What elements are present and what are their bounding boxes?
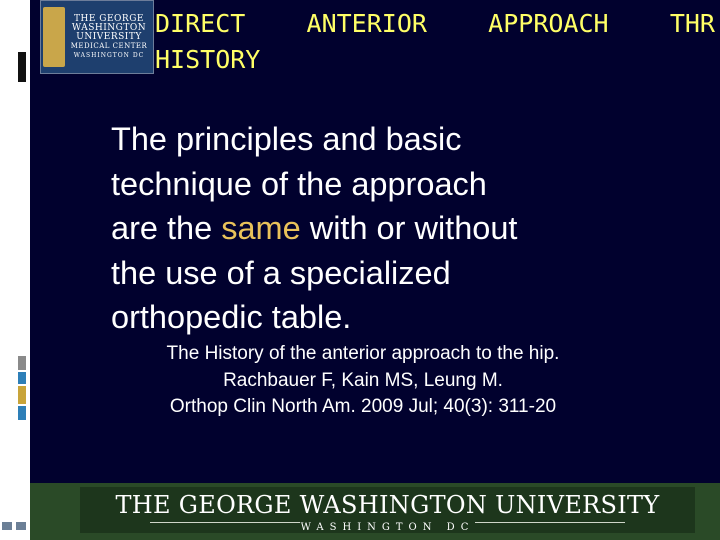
slide-menu-icon[interactable] bbox=[2, 522, 12, 530]
university-logo bbox=[40, 0, 154, 74]
footer-rule bbox=[475, 522, 625, 523]
title-word: DIRECT bbox=[155, 9, 246, 38]
next-slide-icon[interactable] bbox=[16, 522, 26, 530]
footer-text-block bbox=[80, 487, 695, 533]
slide-marker bbox=[18, 356, 26, 370]
title-word: APPROACH bbox=[488, 9, 609, 38]
citation-journal: Orthop Clin North Am. 2009 Jul; 40(3): 311-20 bbox=[169, 396, 557, 418]
slide-marker bbox=[18, 372, 26, 384]
title-line-2: HISTORY bbox=[155, 45, 261, 75]
citation bbox=[118, 341, 608, 421]
citation-title: The History of the anterior approach to the hip. bbox=[166, 343, 560, 364]
footer-banner bbox=[30, 483, 720, 540]
highlighted-word: same bbox=[221, 210, 301, 247]
left-margin-strip bbox=[0, 0, 30, 540]
footer-university-name: THE GEORGE WASHINGTON UNIVERSITY bbox=[115, 491, 660, 519]
footer-rule bbox=[150, 522, 300, 523]
title-word: ANTERIOR bbox=[306, 9, 427, 38]
slide-marker bbox=[18, 406, 26, 420]
university-seal-icon bbox=[43, 7, 65, 67]
citation-authors: Rachbauer F, Kain MS, Leung M. bbox=[223, 369, 503, 391]
logo-text: THE GEORGE WASHINGTON UNIVERSITY MEDICAL CENTER WASHINGTON DC bbox=[70, 13, 148, 60]
slide-marker bbox=[18, 52, 26, 82]
slide-marker bbox=[18, 386, 26, 404]
slide bbox=[30, 0, 720, 540]
slide-nav bbox=[2, 522, 26, 530]
footer-location: WASHINGTON DC bbox=[300, 522, 475, 533]
body-paragraph: The principles and basic technique of the approach are the same with or without the use of a specialized orthopedic table. bbox=[111, 121, 518, 336]
slide-title bbox=[155, 6, 715, 79]
title-word: THR bbox=[669, 9, 715, 38]
